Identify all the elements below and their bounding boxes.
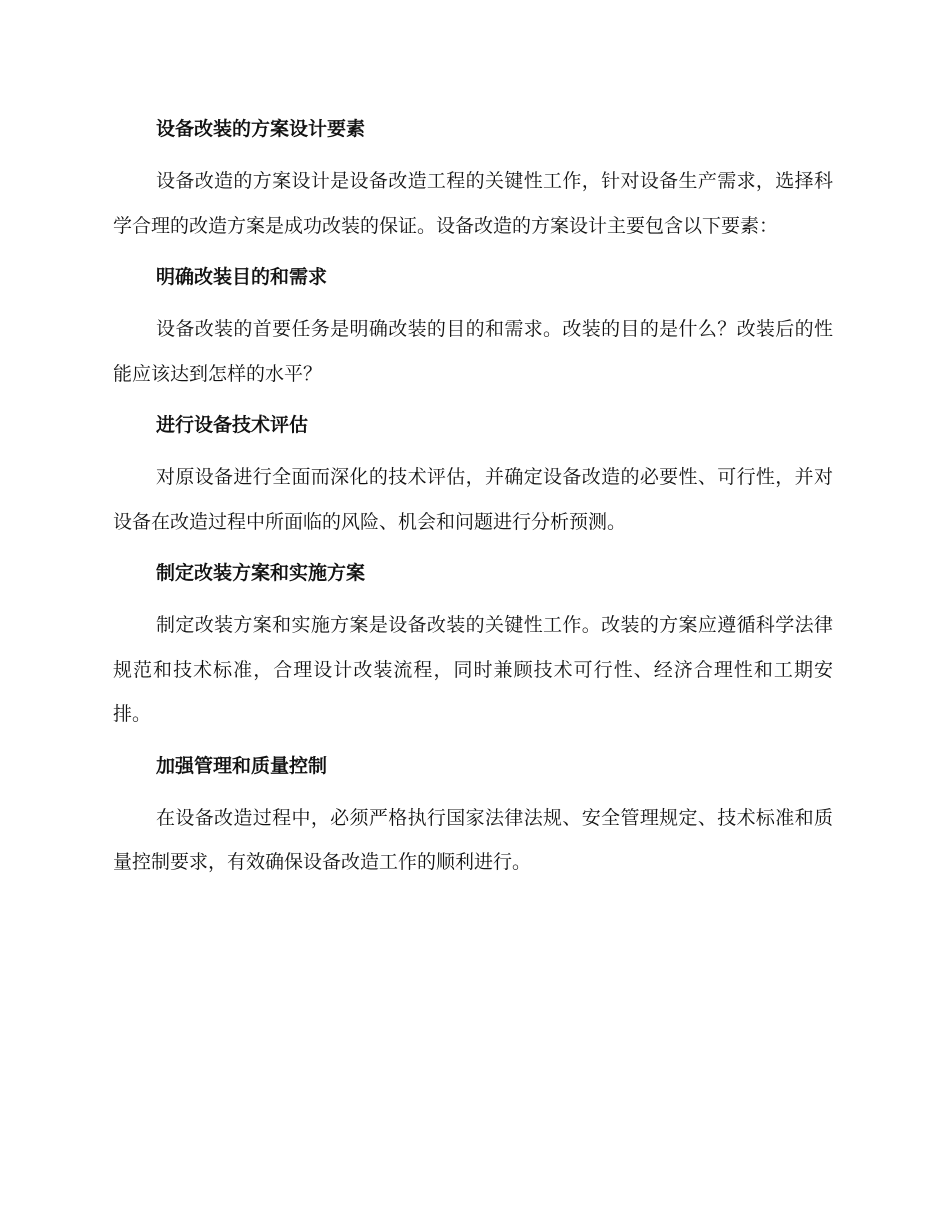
- section-paragraph: 对原设备进行全面而深化的技术评估，并确定设备改造的必要性、可行性，并对设备在改造过程中所面临的风险、机会和问题进行分析预测。: [113, 466, 833, 533]
- section-paragraph: 在设备改造过程中，必须严格执行国家法律法规、安全管理规定、技术标准和质量控制要求，有效确保设备改造工作的顺利进行。: [113, 806, 833, 873]
- section-paragraph: 设备改造的方案设计是设备改造工程的关键性工作，针对设备生产需求，选择科学合理的改造方案是成功改装的保证。设备改造的方案设计主要包含以下要素：: [113, 170, 833, 237]
- section-heading: 进行设备技术评估: [156, 414, 309, 436]
- section-heading: 制定改装方案和实施方案: [156, 562, 366, 584]
- section-heading: 明确改装目的和需求: [156, 266, 328, 288]
- section-paragraph: 设备改装的首要任务是明确改装的目的和需求。改装的目的是什么？改装后的性能应该达到怎样的水平？: [113, 318, 833, 385]
- section-heading: 设备改装的方案设计要素: [156, 118, 366, 140]
- document-page: [113, 112, 833, 885]
- section-heading: 加强管理和质量控制: [156, 754, 328, 777]
- section-paragraph: 制定改装方案和实施方案是设备改装的关键性工作。改装的方案应遵循科学法律规范和技术标准，合理设计改装流程，同时兼顾技术可行性、经济合理性和工期安排。: [113, 614, 833, 725]
